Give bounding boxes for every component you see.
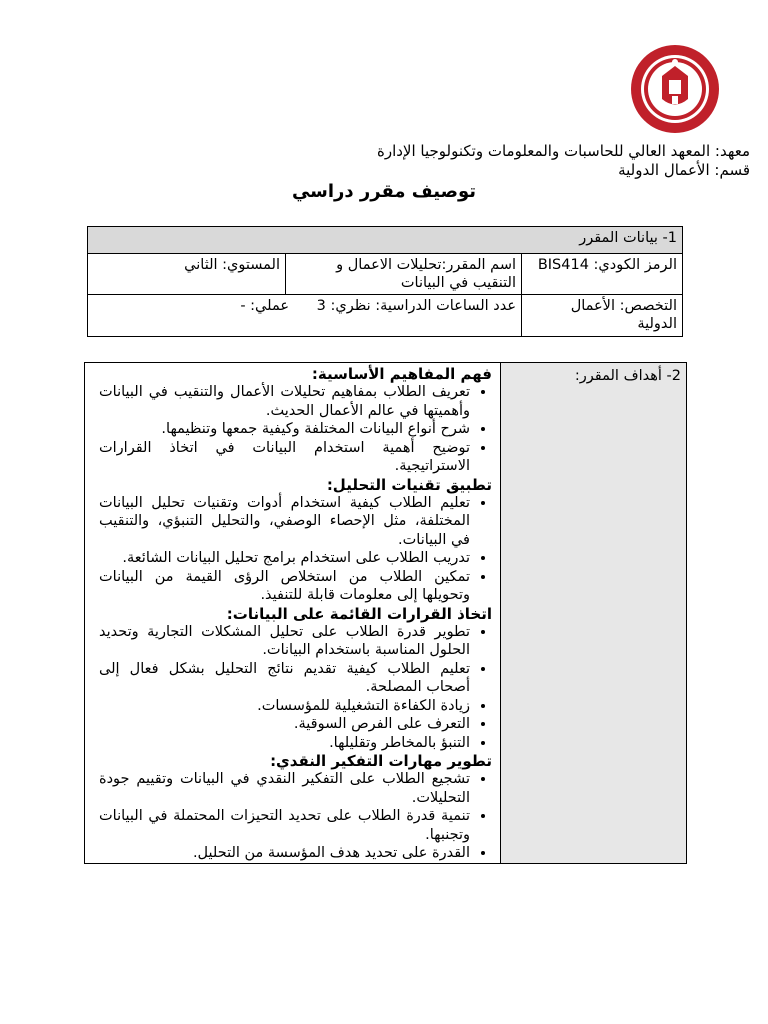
objectives-list — [99, 623, 492, 753]
course-name: اسم المقرر:تحليلات الاعمال و التنقيب في البيانات — [286, 254, 522, 295]
list-item: • توضيح أهمية استخدام البيانات في اتخاذ القرارات الاستراتيجية. — [99, 439, 470, 476]
list-item: • تنمية قدرة الطلاب على تحديد التحيزات المحتملة في البيانات وتجنبها. — [99, 807, 470, 844]
list-item: • تعليم الطلاب كيفية تقديم نتائج التحليل بشكل فعال إلى أصحاب المصلحة. — [99, 660, 470, 697]
course-info-heading: 1- بيانات المقرر — [88, 227, 683, 254]
objectives-list — [99, 770, 492, 863]
list-item: • شرح أنواع البيانات المختلفة وكيفية جمعها وتنظيمها. — [99, 420, 470, 439]
objectives-table — [84, 362, 687, 864]
course-code: الرمز الكودي: BIS414 — [522, 254, 683, 295]
section-title: فهم المفاهيم الأساسية: — [311, 365, 492, 383]
course-specialization: التخصص: الأعمال الدولية — [522, 295, 683, 337]
section-title: تطبيق تقنيات التحليل: — [326, 475, 492, 494]
department-name: قسم: الأعمال الدولية — [618, 161, 750, 179]
list-item: • تمكين الطلاب من استخلاص الرؤى القيمة من البيانات وتحويلها إلى معلومات قابلة للتنفيذ. — [99, 568, 470, 605]
list-item: • تعليم الطلاب كيفية استخدام أدوات وتقنيات تحليل البيانات المختلفة، مثل الإحصاء الوصفي، والتحليل التنبؤي، والتنقيب في البيانات. — [99, 494, 470, 550]
objectives-content — [85, 363, 501, 864]
list-item: • تشجيع الطلاب على التفكير النقدي في البيانات وتقييم جودة التحليلات. — [99, 770, 470, 807]
institute-seal-logo — [630, 44, 720, 134]
list-item: • التنبؤ بالمخاطر وتقليلها. — [99, 734, 470, 753]
institute-name: معهد: المعهد العالي للحاسبات والمعلومات وتكنولوجيا الإدارة — [376, 142, 750, 160]
course-level: المستوي: الثاني — [88, 254, 286, 295]
list-item: • التعرف على الفرص السوقية. — [99, 715, 470, 734]
course-hours: عدد الساعات الدراسية: نظري: 3 عملي: - — [88, 295, 522, 337]
section-title: تطوير مهارات التفكير النقدي: — [270, 752, 492, 770]
list-item: • تطوير قدرة الطلاب على تحليل المشكلات التجارية وتحديد الحلول المناسبة باستخدام البيانات. — [99, 623, 470, 660]
course-info-table — [87, 226, 683, 337]
list-item: • القدرة على تحديد هدف المؤسسة من التحليل. — [99, 844, 470, 863]
list-item: • زيادة الكفاءة التشغيلية للمؤسسات. — [99, 697, 470, 716]
list-item: • تدريب الطلاب على استخدام برامج تحليل البيانات الشائعة. — [99, 549, 470, 568]
objectives-list — [99, 494, 492, 605]
list-item: • تعريف الطلاب بمفاهيم تحليلات الأعمال والتنقيب في البيانات وأهميتها في عالم الأعمال الحديث. — [99, 383, 470, 420]
section-title: اتخاذ القرارات القائمة على البيانات: — [226, 604, 492, 623]
objectives-label: 2- أهداف المقرر: — [501, 363, 687, 864]
objectives-list — [99, 383, 492, 476]
document-title: توصيف مقرر دراسي — [291, 181, 477, 202]
